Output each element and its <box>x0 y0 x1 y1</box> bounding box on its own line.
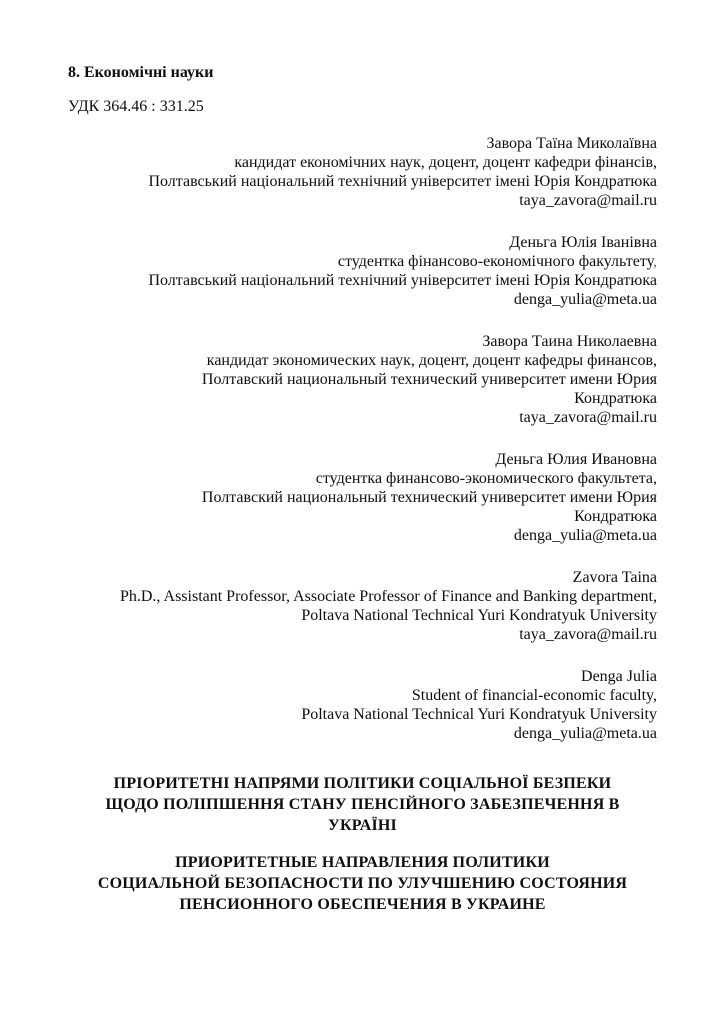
title-line: УКРАЇНІ <box>328 817 397 834</box>
authors-section <box>68 134 657 743</box>
author-affiliation-continued: Кондратюка <box>574 390 657 407</box>
author-name: Zavora Taina <box>572 569 657 586</box>
author-block-zavora-ru <box>68 332 657 427</box>
author-affiliation: Poltava National Technical Yuri Kondratyuk University <box>301 706 657 723</box>
udc-code: УДК 364.46 : 331.25 <box>68 98 204 115</box>
author-email: taya_zavora@mail.ru <box>519 192 657 209</box>
author-role: Student of financial-economic faculty, <box>411 687 657 704</box>
author-name: Denga Julia <box>581 668 657 685</box>
author-affiliation: Полтавский национальный технический университет имени Юрия <box>201 371 657 388</box>
author-email: taya_zavora@mail.ru <box>519 626 657 643</box>
author-affiliation-continued: Кондратюка <box>574 508 657 525</box>
title-line: ПРІОРИТЕТНІ НАПРЯМИ ПОЛІТИКИ СОЦІАЛЬНОЇ БЕЗПЕКИ <box>113 775 612 792</box>
author-affiliation: Полтавский национальный технический университет имени Юрия <box>201 489 657 506</box>
author-role: Ph.D., Assistant Professor, Associate Professor of Finance and Banking department, <box>119 588 657 605</box>
author-block-denga-uk <box>68 233 657 309</box>
author-block-zavora-uk <box>68 134 657 210</box>
author-role: кандидат економічних наук, доцент, доцент кафедри фінансів, <box>234 154 657 171</box>
author-block-denga-ru <box>68 450 657 545</box>
accent-comma: , <box>653 253 657 270</box>
paper-title-ukrainian <box>68 773 657 836</box>
title-line: СОЦИАЛЬНОЙ БЕЗОПАСНОСТИ ПО УЛУЧШЕНИЮ СОСТОЯНИЯ <box>97 875 628 892</box>
paper-title-russian <box>68 852 657 915</box>
author-email: denga_yulia@meta.ua <box>513 291 657 308</box>
author-affiliation: Полтавський національний технічний університет імені Юрія Кондратюка <box>148 272 657 289</box>
section-heading: 8. Економічні науки <box>68 64 214 81</box>
author-role <box>68 252 657 271</box>
author-role: кандидат экономических наук, доцент, доцент кафедры финансов, <box>206 352 657 369</box>
author-block-zavora-en <box>68 568 657 644</box>
author-email: denga_yulia@meta.ua <box>513 725 657 742</box>
titles-section <box>68 773 657 915</box>
title-line: ЩОДО ПОЛІПШЕННЯ СТАНУ ПЕНСІЙНОГО ЗАБЕЗПЕЧЕННЯ В <box>105 796 620 813</box>
author-name: Деньга Юлія Іванівна <box>509 234 657 251</box>
author-affiliation: Poltava National Technical Yuri Kondratyuk University <box>301 607 657 624</box>
title-line: ПЕНСИОННОГО ОБЕСПЕЧЕНИЯ В УКРАИНЕ <box>179 896 546 913</box>
author-role: студентка финансово-экономического факультета, <box>315 470 657 487</box>
author-email: taya_zavora@mail.ru <box>519 409 657 426</box>
author-name: Завора Таина Николаевна <box>482 333 657 350</box>
title-line: ПРИОРИТЕТНЫЕ НАПРАВЛЕНИЯ ПОЛИТИКИ <box>175 854 550 871</box>
author-block-denga-en <box>68 667 657 743</box>
author-affiliation: Полтавський національний технічний університет імені Юрія Кондратюка <box>148 173 657 190</box>
author-name: Деньга Юлия Ивановна <box>495 451 657 468</box>
author-role-text: студентка фінансово-економічного факультету <box>337 253 653 270</box>
author-email: denga_yulia@meta.ua <box>513 527 657 544</box>
author-name: Завора Таїна Миколаївна <box>486 135 657 152</box>
